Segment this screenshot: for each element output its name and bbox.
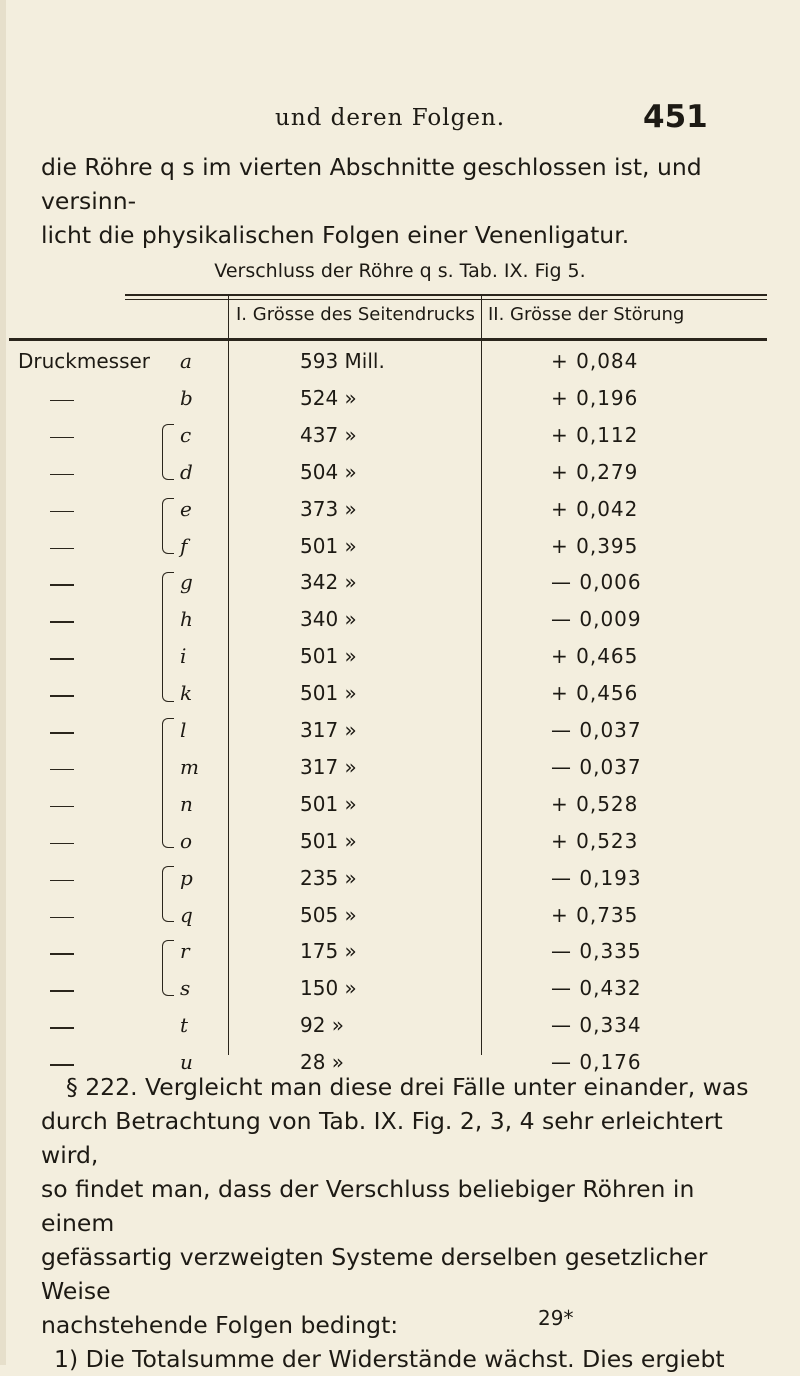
gauge-letter: g: [180, 570, 193, 595]
disturbance-value: + 0,523: [551, 828, 639, 853]
gauge-letter: h: [180, 607, 193, 632]
pressure-value: 504 »: [300, 459, 357, 484]
disturbance-value: — 0,335: [551, 939, 642, 964]
body-line: § 222. Vergleicht man diese drei Fälle unter einander, was: [66, 1073, 749, 1101]
brace: [162, 498, 174, 554]
ditto-dash: [50, 621, 74, 623]
disturbance-value: — 0,334: [551, 1013, 642, 1038]
ditto-dash: [50, 1027, 74, 1029]
table-row: [0, 1013, 800, 1045]
pressure-value: 342 »: [300, 570, 357, 595]
pressure-value: 317 »: [300, 754, 357, 779]
disturbance-value: + 0,084: [551, 349, 639, 373]
brace: [162, 718, 174, 848]
gauge-letter: i: [180, 644, 187, 669]
gauge-letter: m: [180, 754, 199, 779]
pressure-value: 501 »: [300, 828, 357, 853]
section-paragraph: [41, 1070, 761, 1376]
row-label: Druckmesser: [18, 349, 151, 373]
gauge-letter: l: [180, 718, 187, 742]
running-title: und deren Folgen.: [275, 105, 506, 131]
column-header-pressure: I. Grösse des Seitendrucks: [236, 304, 475, 325]
gauge-letter: q: [180, 902, 193, 927]
disturbance-value: — 0,176: [551, 1050, 642, 1075]
table-row: [0, 534, 800, 566]
pressure-value: 175 »: [300, 939, 357, 964]
table-row: [0, 349, 800, 381]
ditto-dash: [50, 658, 74, 660]
pressure-value: 92 »: [300, 1013, 345, 1038]
table-caption: Verschluss der Röhre q s. Tab. IX. Fig 5.: [214, 260, 586, 282]
ditto-dash: [50, 806, 74, 808]
ditto-dash: [50, 584, 74, 586]
disturbance-value: — 0,009: [551, 607, 642, 632]
pressure-value: 317 »: [300, 718, 357, 742]
gauge-letter: o: [180, 828, 193, 853]
table-row: [0, 755, 800, 787]
ditto-dash: [50, 953, 74, 955]
body-line: nachstehende Folgen bedingt:: [41, 1311, 399, 1339]
disturbance-value: + 0,196: [551, 385, 639, 410]
gauge-letter: p: [180, 865, 193, 890]
pressure-value: 593 Mill.: [300, 349, 385, 373]
brace: [162, 572, 174, 702]
pressure-value: 501 »: [300, 681, 357, 706]
page-number: 451: [643, 99, 708, 135]
pressure-value: 28 »: [300, 1050, 345, 1075]
gauge-letter: u: [180, 1050, 193, 1075]
running-head: [0, 99, 800, 145]
gauge-letter: t: [180, 1013, 189, 1038]
pressure-value: 150 »: [300, 976, 357, 1001]
ditto-dash: [50, 400, 74, 402]
pressure-value: 373 »: [300, 496, 357, 521]
ditto-dash: [50, 732, 74, 734]
gauge-letter: c: [180, 422, 192, 447]
disturbance-value: — 0,432: [551, 976, 642, 1001]
pressure-value: 524 »: [300, 385, 357, 410]
table-row: [0, 903, 800, 935]
table-row: [0, 386, 800, 418]
disturbance-value: — 0,006: [551, 570, 642, 595]
gauge-letter: b: [180, 385, 193, 410]
table-row: [0, 497, 800, 529]
table-row: [0, 792, 800, 824]
ditto-dash: [50, 548, 74, 550]
ditto-dash: [50, 843, 74, 845]
pressure-value: 501 »: [300, 533, 357, 558]
table-row: [0, 644, 800, 676]
body-line: 1) Die Totalsumme der Widerstände wächst. Dies ergiebt: [54, 1345, 725, 1373]
disturbance-value: + 0,112: [551, 422, 639, 447]
gauge-letter: r: [180, 939, 190, 964]
disturbance-value: + 0,528: [551, 791, 639, 816]
pressure-value: 501 »: [300, 791, 357, 816]
gauge-letter: k: [180, 681, 193, 706]
column-divider: [228, 294, 229, 344]
body-line: gefässartig verzweigten Systeme derselben gesetzlicher Weise: [41, 1243, 708, 1305]
disturbance-value: — 0,193: [551, 865, 642, 890]
body-line: durch Betrachtung von Tab. IX. Fig. 2, 3, 4 sehr erleichtert wird,: [41, 1107, 723, 1169]
ditto-dash: [50, 990, 74, 992]
brace: [162, 866, 174, 922]
intro-paragraph: [41, 150, 761, 252]
table-row: [0, 939, 800, 971]
table-top-rule-thin: [125, 299, 767, 300]
pressure-value: 235 »: [300, 865, 357, 890]
gauge-letter: a: [180, 349, 192, 373]
gauge-letter: n: [180, 791, 193, 816]
ditto-dash: [50, 437, 74, 439]
disturbance-value: + 0,465: [551, 644, 639, 669]
column-header-disturbance: II. Grösse der Störung: [488, 304, 685, 325]
disturbance-value: + 0,735: [551, 902, 639, 927]
gauge-letter: f: [180, 533, 188, 558]
gauge-letter: d: [180, 459, 193, 484]
ditto-dash: [50, 917, 74, 919]
table-row: [0, 976, 800, 1008]
table-header-rule: [9, 338, 767, 341]
table-row: [0, 607, 800, 639]
ditto-dash: [50, 511, 74, 513]
gauge-letter: e: [180, 496, 192, 521]
table-row: [0, 460, 800, 492]
pressure-value: 437 »: [300, 422, 357, 447]
ditto-dash: [50, 1064, 74, 1066]
disturbance-value: — 0,037: [551, 718, 642, 742]
intro-line: die Röhre q s im vierten Abschnitte geschlossen ist, und versinn-: [41, 153, 702, 215]
ditto-dash: [50, 769, 74, 771]
table-row: [0, 866, 800, 898]
ditto-dash: [50, 695, 74, 697]
brace: [162, 424, 174, 480]
pressure-value: 340 »: [300, 607, 357, 632]
gauge-letter: s: [180, 976, 191, 1001]
signature-mark: 29*: [538, 1306, 574, 1330]
disturbance-value: + 0,456: [551, 681, 639, 706]
table-row: [0, 423, 800, 455]
brace: [162, 940, 174, 996]
table-row: [0, 570, 800, 602]
ditto-dash: [50, 474, 74, 476]
body-line: so findet man, dass der Verschluss beliebiger Röhren in einem: [41, 1175, 695, 1237]
pressure-value: 501 »: [300, 644, 357, 669]
table-row: [0, 718, 800, 750]
table-row: [0, 681, 800, 713]
pressure-value: 505 »: [300, 902, 357, 927]
column-divider: [481, 294, 482, 344]
table-row: [0, 829, 800, 861]
intro-line: licht die physikalischen Folgen einer Venenligatur.: [41, 221, 630, 249]
disturbance-value: + 0,279: [551, 459, 639, 484]
disturbance-value: — 0,037: [551, 754, 642, 779]
disturbance-value: + 0,395: [551, 533, 639, 558]
disturbance-value: + 0,042: [551, 496, 639, 521]
ditto-dash: [50, 880, 74, 882]
table-top-rule: [125, 294, 767, 296]
